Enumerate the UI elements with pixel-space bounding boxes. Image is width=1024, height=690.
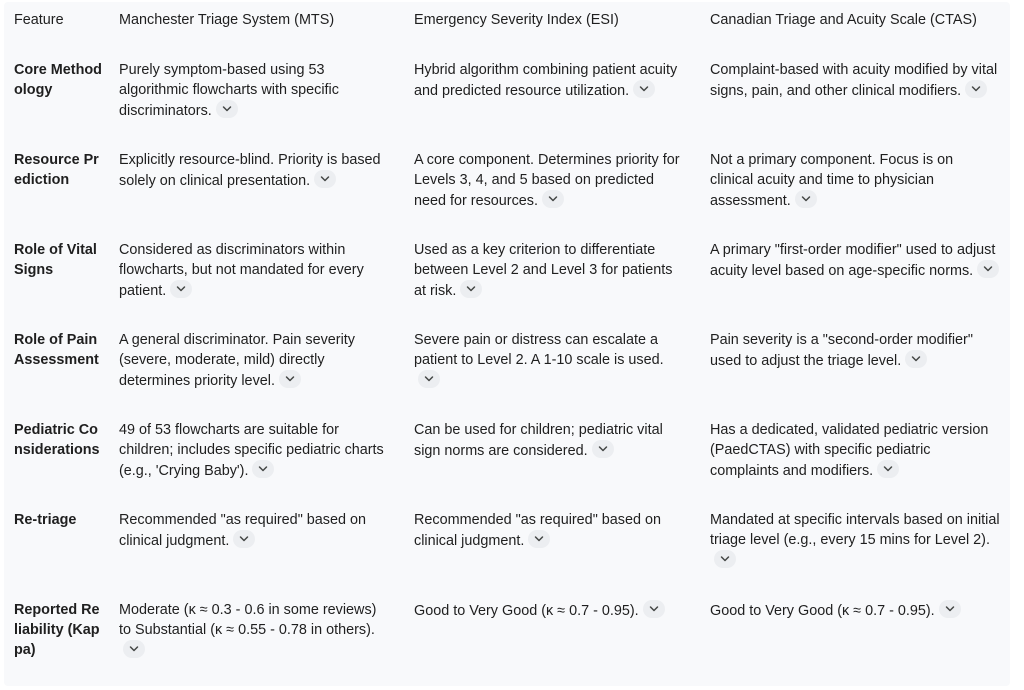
row-label-text: Role of Vital Signs (14, 242, 97, 278)
cell-ctas (700, 320, 1010, 410)
cell-text: Can be used for children; pediatric vital sign norms are considered. (414, 422, 663, 459)
chevron-down-icon[interactable] (592, 440, 614, 458)
cell-text: Pain severity is a "second-order modifier" used to adjust the triage level. (710, 332, 973, 369)
cell-ctas (700, 500, 1010, 590)
cell-text: Complaint-based with acuity modified by vital signs, pain, and other clinical modifiers. (710, 62, 998, 99)
cell-text: Recommended "as required" based on clinical judgment. (119, 512, 367, 549)
chevron-down-icon[interactable] (418, 370, 440, 388)
header-feature: Feature (14, 12, 64, 28)
table-row (4, 590, 1010, 680)
cell-esi (403, 590, 700, 680)
row-label-text: Reported Reliability (Kappa) (14, 602, 100, 658)
cell-mts (108, 320, 403, 410)
row-label (4, 320, 108, 410)
cell-text: A primary "first-order modifier" used to adjust acuity level based on age-specific norms. (710, 242, 996, 279)
row-label (4, 230, 108, 320)
chevron-down-icon[interactable] (965, 80, 987, 98)
row-label-text: Resource Prediction (14, 152, 99, 188)
cell-mts (108, 50, 403, 140)
cell-text: Moderate (κ ≈ 0.3 - 0.6 in some reviews) to Substantial (κ ≈ 0.55 - 0.78 in others). (119, 602, 377, 638)
cell-text: Explicitly resource-blind. Priority is based solely on clinical presentation. (119, 152, 381, 189)
chevron-down-icon[interactable] (460, 280, 482, 298)
row-label-text: Core Methodology (14, 62, 102, 98)
chevron-down-icon[interactable] (233, 530, 255, 548)
cell-text: Has a dedicated, validated pediatric version (PaedCTAS) with specific pediatric complaints and modifiers. (710, 422, 989, 479)
row-label (4, 140, 108, 230)
chevron-down-icon[interactable] (795, 190, 817, 208)
row-label (4, 50, 108, 140)
chevron-down-icon[interactable] (905, 350, 927, 368)
cell-ctas (700, 140, 1010, 230)
cell-text: Not a primary component. Focus is on clinical acuity and time to physician assessment. (710, 152, 954, 209)
table-header-row (4, 2, 1010, 50)
cell-ctas (700, 590, 1010, 680)
chevron-down-icon[interactable] (252, 460, 274, 478)
chevron-down-icon[interactable] (939, 600, 961, 618)
row-label (4, 500, 108, 590)
chevron-down-icon[interactable] (170, 280, 192, 298)
header-esi: Emergency Severity Index (ESI) (414, 12, 619, 28)
cell-text: Recommended "as required" based on clinical judgment. (414, 512, 662, 549)
table-row (4, 500, 1010, 590)
cell-esi (403, 320, 700, 410)
cell-esi (403, 500, 700, 590)
row-label (4, 590, 108, 680)
chevron-down-icon[interactable] (633, 80, 655, 98)
cell-esi (403, 50, 700, 140)
header-ctas: Canadian Triage and Acuity Scale (CTAS) (710, 12, 977, 28)
chevron-down-icon[interactable] (542, 190, 564, 208)
row-label-text: Role of Pain Assessment (14, 332, 99, 368)
chevron-down-icon[interactable] (279, 370, 301, 388)
cell-esi (403, 230, 700, 320)
cell-text: Severe pain or distress can escalate a patient to Level 2. A 1-10 scale is used. (414, 332, 664, 368)
cell-text: Considered as discriminators within flowcharts, but not mandated for every patient. (119, 242, 364, 299)
header-mts: Manchester Triage System (MTS) (119, 12, 335, 28)
chevron-down-icon[interactable] (714, 550, 736, 568)
cell-text: A general discriminator. Pain severity (severe, moderate, mild) directly determines priority level. (119, 332, 355, 389)
cell-esi (403, 140, 700, 230)
chevron-down-icon[interactable] (123, 640, 145, 658)
chevron-down-icon[interactable] (216, 100, 238, 118)
cell-ctas (700, 50, 1010, 140)
comparison-table-container (4, 2, 1010, 686)
cell-text: A core component. Determines priority for Levels 3, 4, and 5 based on predicted need for resources. (414, 152, 680, 209)
row-label (4, 410, 108, 500)
chevron-down-icon[interactable] (877, 460, 899, 478)
table-row (4, 410, 1010, 500)
cell-mts (108, 590, 403, 680)
cell-mts (108, 410, 403, 500)
cell-esi (403, 410, 700, 500)
chevron-down-icon[interactable] (643, 600, 665, 618)
chevron-down-icon[interactable] (977, 260, 999, 278)
cell-mts (108, 140, 403, 230)
table-row (4, 320, 1010, 410)
chevron-down-icon[interactable] (528, 530, 550, 548)
triage-comparison-table (4, 2, 1010, 680)
cell-mts (108, 500, 403, 590)
cell-ctas (700, 230, 1010, 320)
table-row (4, 140, 1010, 230)
cell-text: Purely symptom-based using 53 algorithmic flowcharts with specific discriminators. (119, 62, 339, 119)
row-label-text: Re-triage (14, 512, 77, 528)
row-label-text: Pediatric Considerations (14, 422, 100, 458)
cell-ctas (700, 410, 1010, 500)
cell-text: Good to Very Good (κ ≈ 0.7 - 0.95). (414, 603, 639, 619)
chevron-down-icon[interactable] (314, 170, 336, 188)
cell-text: Good to Very Good (κ ≈ 0.7 - 0.95). (710, 603, 935, 619)
cell-text: Hybrid algorithm combining patient acuity and predicted resource utilization. (414, 62, 678, 99)
cell-mts (108, 230, 403, 320)
cell-text: Used as a key criterion to differentiate between Level 2 and Level 3 for patients at risk. (414, 242, 673, 299)
cell-text: 49 of 53 flowcharts are suitable for children; includes specific pediatric charts (e.g., 'Crying Baby'). (119, 422, 384, 479)
table-row (4, 50, 1010, 140)
table-row (4, 230, 1010, 320)
cell-text: Mandated at specific intervals based on initial triage level (e.g., every 15 mins for Level 2). (710, 512, 1000, 548)
